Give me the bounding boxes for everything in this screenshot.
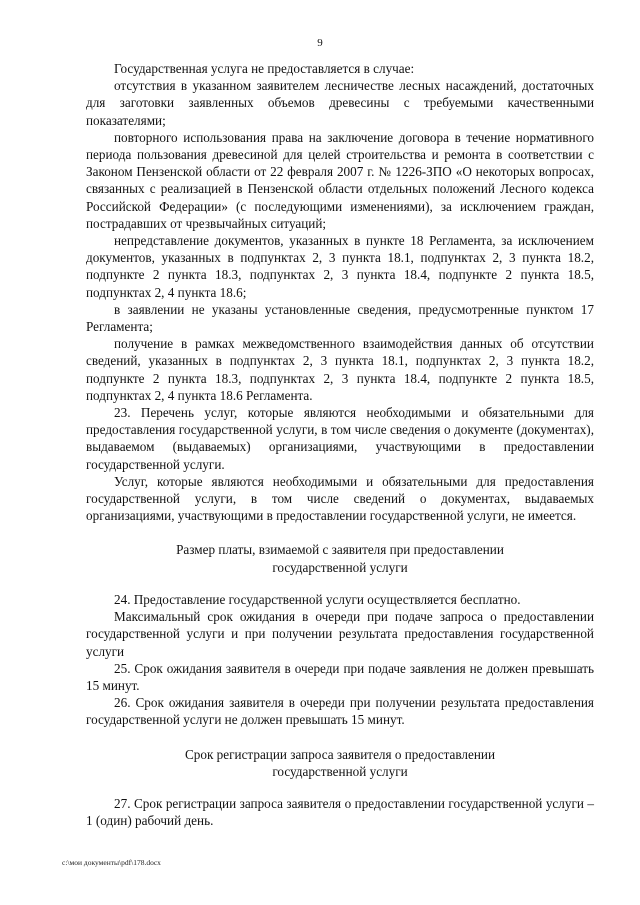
document-body [86, 60, 594, 829]
footer-file-path: c:\мои документы\pdf\178.docx [62, 858, 161, 867]
section-heading-fee-line2: государственной услуги [272, 559, 408, 575]
page-number: 9 [317, 37, 323, 49]
paragraph-max-wait: Максимальный срок ожидания в очереди при подаче запроса о предоставлении государственной услуги и при получении результата предоставления государственной услуги [86, 609, 594, 659]
paragraph-item-23: 23. Перечень услуг, которые являются необходимыми и обязательными для предоставления государственной услуги, в том числе сведения о документе (документах), выдаваемом (выдаваемых) организациями, участвующими в предоставлении государственной услуги. [86, 405, 594, 472]
paragraph-item-24: 24. Предоставление государственной услуги осуществляется бесплатно. [114, 591, 521, 607]
section-heading-fee [86, 541, 594, 575]
paragraph-no-services: Услуг, которые являются необходимыми и обязательными для предоставления государственной услуги, в том числе сведений о документах, выдаваемых организациями, участвующими в предоставлении государственной услуги, не имеется. [86, 473, 594, 524]
paragraph-intro: Государственная услуга не предоставляется в случае: [114, 61, 415, 76]
paragraph-refusal-ground-2: повторного использования права на заключение договора в течение нормативного периода пользования древесиной для целей строительства и ремонта в соответствии с Законом Пензенской области от 22 февраля 2007 г. № 1226-ЗПО «О некоторых вопросах, связанных с реализацией в Пензенской области отдельных положений Лесного кодекса Российской Федерации» (с последующими изменениями), за исключением граждан, пострадавших от чрезвычайных ситуаций; [86, 129, 594, 231]
paragraph-refusal-ground-4: в заявлении не указаны установленные сведения, предусмотренные пунктом 17 Регламента; [86, 301, 594, 335]
section-heading-registration-line2: государственной услуги [272, 763, 408, 779]
section-heading-fee-line1: Размер платы, взимаемой с заявителя при предоставлении [176, 542, 504, 558]
paragraph-item-25: 25. Срок ожидания заявителя в очереди при подаче заявления не должен превышать 15 минут. [86, 660, 594, 693]
paragraph-item-26: 26. Срок ожидания заявителя в очереди при получении результата предоставления государственной услуги не должен превышать 15 минут. [86, 695, 594, 728]
section-heading-registration [86, 746, 594, 780]
section-heading-registration-line1: Срок регистрации запроса заявителя о предоставлении [184, 746, 496, 762]
paragraph-refusal-ground-5: получение в рамках межведомственного взаимодействия данных об отсутствии сведений, указанных в подпунктах 2, 3 пункта 18.1, подпунктах 2, 3 пункта 18.2, подпункте 2 пункта 18.3, подпунктах 2, 3 пункта 18.4, подпункте 2 пункта 18.5, подпунктах 2, 4 пункта 18.6 Регламента. [86, 336, 594, 403]
paragraph-item-27: 27. Срок регистрации запроса заявителя о предоставлении государственной услуги – 1 (один) рабочий день. [86, 795, 594, 829]
paragraph-refusal-ground-1: отсутствия в указанном заявителем лесничестве лесных насаждений, достаточных для заготовки заявленных объемов древесины с требуемыми качественными показателями; [86, 78, 594, 128]
paragraph-refusal-ground-3: непредставление документов, указанных в пункте 18 Регламента, за исключением документов, указанных в подпунктах 2, 3 пункта 18.1, подпунктах 2, 3 пункта 18.2, подпункте 2 пункта 18.3, подпунктах 2, 3 пункта 18.4, подпункте 2 пункта 18.5, подпунктах 2, 4 пункта 18.6; [86, 233, 594, 300]
